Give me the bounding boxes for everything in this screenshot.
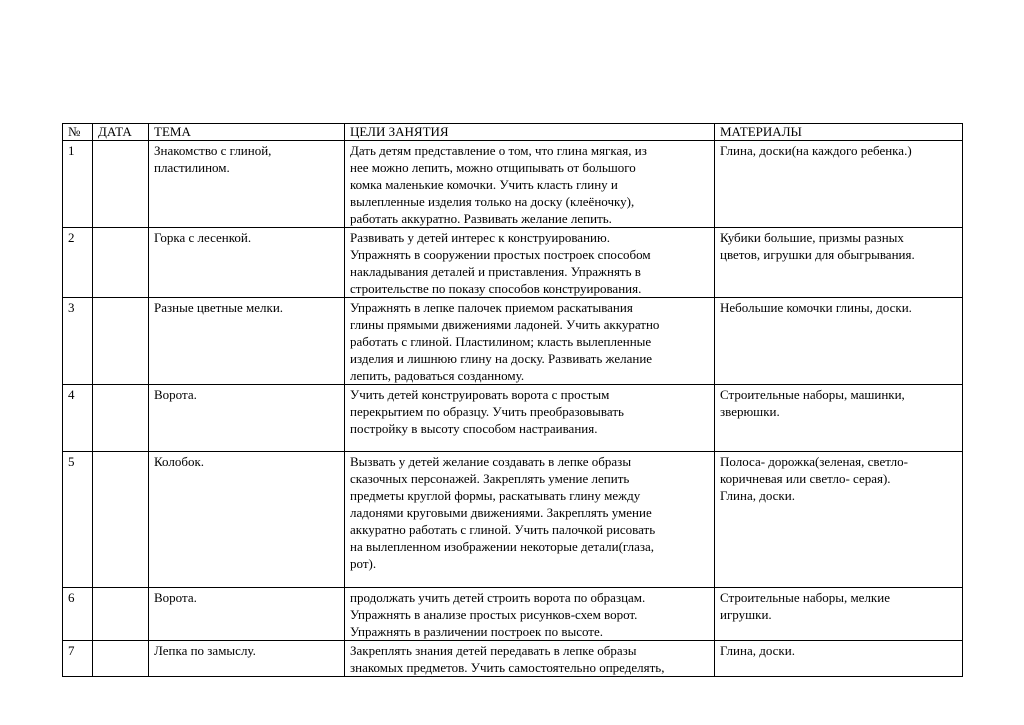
table-body — [63, 141, 963, 677]
header-row — [63, 124, 963, 141]
cell-num: 4 — [63, 385, 93, 452]
cell-date — [93, 385, 149, 452]
cell-num: 7 — [63, 641, 93, 677]
cell-date — [93, 228, 149, 298]
cell-goals: Учить детей конструировать ворота с простым перекрытием по образцу. Учить преобразовывать постройку в высоту способом настраивания. — [345, 385, 715, 452]
cell-num: 2 — [63, 228, 93, 298]
table-row — [63, 298, 963, 385]
table-row — [63, 385, 963, 452]
table-row — [63, 141, 963, 228]
cell-materials: Небольшие комочки глины, доски. — [715, 298, 963, 385]
cell-num: 1 — [63, 141, 93, 228]
cell-materials: Полоса- дорожка(зеленая, светло- коричневая или светло- серая). Глина, доски. — [715, 452, 963, 588]
table-row — [63, 452, 963, 588]
cell-num: 5 — [63, 452, 93, 588]
cell-materials: Глина, доски(на каждого ребенка.) — [715, 141, 963, 228]
cell-goals: Вызвать у детей желание создавать в лепке образы сказочных персонажей. Закреплять умение лепить предметы круглой формы, раскатывать глину между ладонями круговыми движениями. Закреплять умение аккуратно работать с глиной. Учить палочкой рисовать на вылепленном изображении некоторые детали(глаза, рот). — [345, 452, 715, 588]
cell-goals: Развивать у детей интерес к конструированию. Упражнять в сооружении простых построек способом накладывания деталей и приставления. Упражнять в строительстве по показу способов конструирования. — [345, 228, 715, 298]
header-materials: МАТЕРИАЛЫ — [715, 124, 963, 141]
header-goals: ЦЕЛИ ЗАНЯТИЯ — [345, 124, 715, 141]
header-topic: ТЕМА — [149, 124, 345, 141]
cell-materials: Строительные наборы, мелкие игрушки. — [715, 588, 963, 641]
cell-topic: Ворота. — [149, 588, 345, 641]
table-row — [63, 228, 963, 298]
table-header — [63, 124, 963, 141]
table-row — [63, 588, 963, 641]
cell-date — [93, 641, 149, 677]
cell-topic: Горка с лесенкой. — [149, 228, 345, 298]
cell-date — [93, 141, 149, 228]
cell-topic: Лепка по замыслу. — [149, 641, 345, 677]
cell-topic: Колобок. — [149, 452, 345, 588]
cell-date — [93, 298, 149, 385]
cell-materials: Строительные наборы, машинки, зверюшки. — [715, 385, 963, 452]
cell-date — [93, 588, 149, 641]
cell-materials: Кубики большие, призмы разных цветов, игрушки для обыгрывания. — [715, 228, 963, 298]
cell-num: 3 — [63, 298, 93, 385]
header-num: № — [63, 124, 93, 141]
cell-materials: Глина, доски. — [715, 641, 963, 677]
cell-goals: Упражнять в лепке палочек приемом раскатывания глины прямыми движениями ладоней. Учить аккуратно работать с глиной. Пластилином; класть вылепленные изделия и лишнюю глину на доску. Развивать желание лепить, радоваться созданному. — [345, 298, 715, 385]
cell-goals: Дать детям представление о том, что глина мягкая, из нее можно лепить, можно отщипывать от большого комка маленькие комочки. Учить класть глину и вылепленные изделия только на доску (клеёночку), работать аккуратно. Развивать желание лепить. — [345, 141, 715, 228]
cell-date — [93, 452, 149, 588]
lesson-plan-table — [62, 123, 963, 677]
cell-topic: Разные цветные мелки. — [149, 298, 345, 385]
header-date: ДАТА — [93, 124, 149, 141]
cell-topic: Ворота. — [149, 385, 345, 452]
cell-topic: Знакомство с глиной, пластилином. — [149, 141, 345, 228]
cell-num: 6 — [63, 588, 93, 641]
table-row — [63, 641, 963, 677]
cell-goals: продолжать учить детей строить ворота по образцам. Упражнять в анализе простых рисунков-схем ворот. Упражнять в различении построек по высоте. — [345, 588, 715, 641]
cell-goals: Закреплять знания детей передавать в лепке образы знакомых предметов. Учить самостоятельно определять, — [345, 641, 715, 677]
